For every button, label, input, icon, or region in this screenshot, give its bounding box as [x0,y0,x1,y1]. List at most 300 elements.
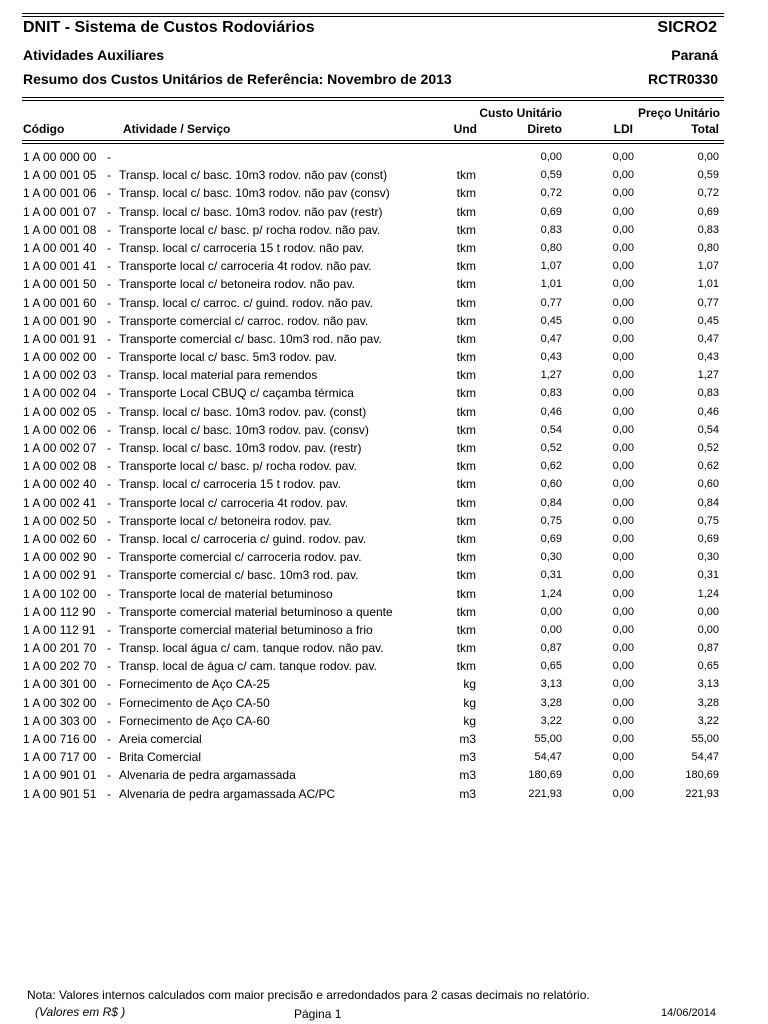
row-description: Transporte comercial c/ carroceria rodov. pav. [119,550,362,565]
row-separator: - [107,422,111,437]
row-total-price: 0,69 [697,532,719,545]
row-code: 1 A 00 000 00 [23,150,97,164]
row-code: 1 A 00 002 06 [23,422,97,437]
row-description: Fornecimento de Aço CA-50 [119,695,270,710]
row-direct-cost: 0,60 [540,478,562,491]
row-description: Transp. local de água c/ cam. tanque rodov. pav. [119,659,377,674]
row-separator: - [107,350,111,365]
row-code: 1 A 00 002 50 [23,513,97,528]
row-total-price: 55,00 [691,733,719,745]
table-row [0,256,768,274]
row-direct-cost: 0,30 [540,551,562,564]
row-separator: - [107,477,111,492]
row-total-price: 0,87 [697,642,719,655]
row-total-price: 180,69 [685,769,719,782]
row-code: 1 A 00 202 70 [23,659,97,674]
system-name: SICRO2 [657,19,717,36]
row-direct-cost: 0,45 [540,314,562,327]
top-rule-2 [22,16,724,17]
row-separator: - [107,331,111,346]
header-rule-2 [22,100,724,101]
row-unit: tkm [456,495,476,510]
row-ldi: 0,00 [612,460,634,473]
row-description: Transp. local c/ carroceria c/ guind. rodov. pav. [119,531,367,546]
row-separator: - [107,459,111,474]
row-ldi: 0,00 [612,296,634,309]
row-ldi: 0,00 [612,442,634,454]
row-unit: tkm [456,204,476,219]
row-ldi: 0,00 [612,605,634,618]
table-row [0,729,768,747]
row-direct-cost: 0,52 [540,442,562,454]
row-direct-cost: 3,22 [540,714,562,727]
row-description: Transporte Local CBUQ c/ caçamba térmica [119,386,354,401]
row-separator: - [107,695,111,710]
row-total-price: 0,62 [697,460,719,473]
row-direct-cost: 0,46 [540,405,562,418]
row-code: 1 A 00 001 91 [23,331,97,346]
row-code: 1 A 00 002 40 [23,477,97,492]
row-direct-cost: 0,43 [540,351,562,364]
row-total-price: 0,84 [697,496,719,509]
row-unit: tkm [456,422,476,437]
table-row [0,747,768,765]
row-separator: - [107,513,111,528]
table-row [0,511,768,529]
row-ldi: 0,00 [612,623,634,636]
row-unit: tkm [456,441,476,455]
row-direct-cost: 0,69 [540,532,562,545]
row-direct-cost: 0,47 [540,332,562,345]
row-code: 1 A 00 002 41 [23,495,97,510]
row-unit: tkm [456,604,476,619]
row-direct-cost: 0,62 [540,460,562,473]
row-total-price: 0,54 [697,423,719,436]
col-custo-unitario: Custo Unitário [479,106,562,120]
row-code: 1 A 00 302 00 [23,695,97,710]
row-code: 1 A 00 901 51 [23,786,97,801]
row-code: 1 A 00 201 70 [23,641,97,656]
page-subtitle: Atividades Auxiliares [23,47,165,63]
col-preco-unitario: Preço Unitário [637,106,720,120]
row-direct-cost: 0,75 [540,514,562,527]
row-total-price: 0,59 [697,169,719,182]
row-total-price: 0,43 [697,351,719,364]
table-row [0,620,768,638]
row-unit: m3 [459,750,476,765]
row-direct-cost: 0,65 [540,660,562,673]
row-total-price: 3,22 [697,714,719,727]
row-total-price: 0,30 [697,551,719,564]
row-description: Transporte local c/ basc. 5m3 rodov. pav. [119,350,337,365]
row-direct-cost: 0,00 [540,623,562,636]
row-description: Areia comercial [119,732,202,746]
row-separator: - [107,495,111,510]
row-unit: tkm [456,368,476,383]
row-code: 1 A 00 002 90 [23,550,97,565]
row-description: Transporte local c/ carroceria 4t rodov. pav. [119,495,349,510]
row-separator: - [107,750,111,765]
row-total-price: 0,00 [697,151,719,163]
row-ldi: 0,00 [612,714,634,727]
row-total-price: 0,60 [697,478,719,491]
row-unit: m3 [459,768,476,783]
row-total-price: 0,45 [697,314,719,327]
row-ldi: 0,00 [612,387,634,400]
table-row [0,711,768,729]
row-separator: - [107,568,111,583]
row-total-price: 0,00 [697,623,719,636]
table-row [0,347,768,365]
row-total-price: 0,83 [697,223,719,236]
row-ldi: 0,00 [612,569,634,582]
table-row [0,220,768,238]
row-description: Transp. local água c/ cam. tanque rodov. não pav. [119,641,384,656]
row-ldi: 0,00 [612,787,634,800]
row-ldi: 0,00 [612,696,634,709]
row-code: 1 A 00 001 06 [23,186,97,201]
row-separator: - [107,259,111,274]
row-unit: tkm [456,331,476,346]
row-direct-cost: 0,59 [540,169,562,182]
row-direct-cost: 0,00 [540,605,562,618]
row-code: 1 A 00 303 00 [23,713,97,728]
row-code: 1 A 00 001 90 [23,313,97,328]
row-description: Transp. local c/ basc. 10m3 rodov. pav. (const) [119,404,367,419]
footer-note: Nota: Valores internos calculados com maior precisão e arredondados para 2 casas decimais no relatório. [27,988,590,1002]
top-rule [22,13,724,14]
row-direct-cost: 3,13 [540,678,562,691]
row-separator: - [107,659,111,674]
row-ldi: 0,00 [612,769,634,782]
table-row [0,383,768,401]
row-direct-cost: 54,47 [534,751,562,764]
row-ldi: 0,00 [612,587,634,600]
row-ldi: 0,00 [612,223,634,236]
row-description: Transporte comercial c/ carroc. rodov. não pav. [119,313,369,328]
row-description: Transp. local c/ basc. 10m3 rodov. não pav (const) [119,168,388,183]
row-ldi: 0,00 [612,278,634,291]
row-separator: - [107,713,111,728]
row-unit: tkm [456,404,476,419]
row-description: Transporte comercial c/ basc. 10m3 rod. não pav. [119,331,382,346]
row-ldi: 0,00 [612,478,634,491]
report-title: Resumo dos Custos Unitários de Referência: Novembro de 2013 [23,71,452,87]
table-row [0,602,768,620]
row-separator: - [107,386,111,401]
table-row [0,656,768,674]
row-code: 1 A 00 002 91 [23,568,97,583]
row-unit: tkm [456,477,476,492]
row-separator: - [107,586,111,601]
row-ldi: 0,00 [612,551,634,564]
row-separator: - [107,622,111,637]
row-description: Transp. local material para remendos [119,368,318,383]
state-name: Paraná [671,47,718,63]
row-unit: tkm [456,622,476,637]
row-unit: tkm [456,659,476,674]
row-direct-cost: 1,01 [540,278,562,291]
row-direct-cost: 1,24 [540,587,562,600]
report-date: 14/06/2014 [660,1007,716,1019]
table-row [0,402,768,420]
table-row [0,147,768,165]
row-ldi: 0,00 [612,151,634,163]
row-direct-cost: 0,31 [540,569,562,582]
row-description: Transporte local c/ basc. p/ rocha rodov. pav. [119,459,357,474]
row-code: 1 A 00 717 00 [23,750,97,765]
table-row [0,311,768,329]
row-separator: - [107,677,111,692]
row-code: 1 A 00 001 05 [23,168,97,183]
table-row [0,238,768,256]
row-code: 1 A 00 112 90 [23,604,96,619]
row-direct-cost: 55,00 [534,733,562,745]
row-description: Brita Comercial [119,750,202,765]
row-unit: tkm [456,513,476,528]
row-ldi: 0,00 [612,733,634,745]
row-total-price: 0,65 [697,660,719,673]
row-total-price: 1,07 [697,260,719,273]
row-total-price: 0,72 [697,187,719,200]
row-total-price: 0,47 [697,332,719,345]
col-ldi: LDI [613,122,633,136]
page-number: Página 1 [294,1007,342,1021]
col-und: Und [453,122,477,136]
row-description: Transporte local c/ basc. p/ rocha rodov. não pav. [119,222,381,237]
row-code: 1 A 00 102 00 [23,586,97,601]
row-separator: - [107,204,111,219]
row-unit: tkm [456,222,476,237]
row-code: 1 A 00 002 60 [23,531,97,546]
row-total-price: 1,01 [697,278,719,291]
row-separator: - [107,277,111,292]
row-separator: - [107,368,111,383]
row-code: 1 A 00 002 00 [23,350,97,365]
row-code: 1 A 00 001 50 [23,277,97,292]
row-unit: tkm [456,295,476,310]
row-direct-cost: 0,87 [540,642,562,655]
row-ldi: 0,00 [612,332,634,345]
row-code: 1 A 00 901 01 [23,768,97,783]
table-row [0,493,768,511]
col-codigo: Código [23,122,65,136]
table-row [0,674,768,692]
table-row [0,293,768,311]
row-code: 1 A 00 001 07 [23,204,97,219]
row-total-price: 221,93 [685,787,719,800]
page-title: DNIT - Sistema de Custos Rodoviários [23,19,315,36]
table-row [0,438,768,456]
row-unit: tkm [456,531,476,546]
row-separator: - [107,313,111,328]
header-rule [22,97,724,98]
row-direct-cost: 1,27 [540,369,562,382]
table-row [0,529,768,547]
row-direct-cost: 0,83 [540,387,562,400]
row-direct-cost: 0,54 [540,423,562,436]
columns-rule [22,140,724,141]
row-unit: tkm [456,550,476,565]
row-description: Transporte local c/ betoneira rodov. não pav. [119,277,355,292]
row-ldi: 0,00 [612,369,634,382]
row-description: Transp. local c/ carroceria 15 t rodov. pav. [119,477,341,492]
row-code: 1 A 00 112 91 [23,622,96,637]
row-description: Transporte local c/ carroceria 4t rodov. não pav. [119,259,372,274]
row-unit: tkm [456,186,476,201]
table-row [0,784,768,802]
row-description: Transp. local c/ basc. 10m3 rodov. pav. (consv) [119,422,369,437]
row-code: 1 A 00 002 07 [23,441,97,455]
row-description: Fornecimento de Aço CA-60 [119,713,270,728]
table-row [0,329,768,347]
table-row [0,638,768,656]
row-ldi: 0,00 [612,660,634,673]
row-description: Transporte comercial material betuminoso a frio [119,622,373,637]
table-row [0,202,768,220]
row-unit: kg [463,677,476,692]
row-unit: tkm [456,168,476,183]
row-direct-cost: 3,28 [540,696,562,709]
row-description: Transporte comercial c/ basc. 10m3 rod. pav. [119,568,359,583]
row-description: Transporte local de material betuminoso [119,586,333,601]
row-separator: - [107,441,111,455]
row-total-price: 3,13 [697,678,719,691]
row-unit: kg [463,713,476,728]
row-separator: - [107,786,111,801]
table-row [0,456,768,474]
row-direct-cost: 180,69 [528,769,562,782]
row-separator: - [107,222,111,237]
row-separator: - [107,186,111,201]
currency-note: (Valores em R$ ) [35,1005,126,1019]
row-description: Transp. local c/ basc. 10m3 rodov. não pav (consv) [119,186,390,201]
row-separator: - [107,732,111,746]
table-row [0,693,768,711]
row-separator: - [107,168,111,183]
row-total-price: 0,77 [697,296,719,309]
col-direto: Direto [527,122,562,136]
table-row [0,274,768,292]
row-total-price: 1,24 [697,587,719,600]
row-ldi: 0,00 [612,642,634,655]
row-separator: - [107,404,111,419]
row-unit: tkm [456,259,476,274]
row-unit: tkm [456,586,476,601]
row-separator: - [107,295,111,310]
row-code: 1 A 00 002 05 [23,404,97,419]
row-ldi: 0,00 [612,678,634,691]
row-total-price: 0,52 [697,442,719,454]
row-separator: - [107,604,111,619]
row-code: 1 A 00 301 00 [23,677,97,692]
row-unit: tkm [456,459,476,474]
row-code: 1 A 00 716 00 [23,732,97,746]
row-direct-cost: 0,80 [540,241,562,254]
row-ldi: 0,00 [612,314,634,327]
row-direct-cost: 0,77 [540,296,562,309]
row-unit: tkm [456,277,476,292]
table-row [0,165,768,183]
table-row [0,474,768,492]
row-description: Transporte local c/ betoneira rodov. pav. [119,513,332,528]
row-description: Transp. local c/ carroc. c/ guind. rodov. não pav. [119,295,373,310]
row-ldi: 0,00 [612,241,634,254]
row-total-price: 1,27 [697,369,719,382]
row-ldi: 0,00 [612,423,634,436]
table-row [0,547,768,565]
row-ldi: 0,00 [612,205,634,218]
row-code: 1 A 00 001 60 [23,295,97,310]
row-ldi: 0,00 [612,169,634,182]
table-row [0,565,768,583]
row-separator: - [107,550,111,565]
row-description: Fornecimento de Aço CA-25 [119,677,270,692]
row-total-price: 0,31 [697,569,719,582]
columns-rule-2 [22,143,724,144]
row-direct-cost: 0,84 [540,496,562,509]
table-row [0,765,768,783]
row-unit: m3 [459,732,476,746]
row-direct-cost: 0,00 [540,151,562,163]
cost-table [0,147,768,802]
row-total-price: 0,46 [697,405,719,418]
row-unit: tkm [456,386,476,401]
row-ldi: 0,00 [612,496,634,509]
col-total: Total [691,122,719,136]
row-description: Transporte comercial material betuminoso a quente [119,604,393,619]
row-ldi: 0,00 [612,751,634,764]
row-direct-cost: 221,93 [528,787,562,800]
row-total-price: 0,00 [697,605,719,618]
row-ldi: 0,00 [612,351,634,364]
row-code: 1 A 00 001 41 [23,259,97,274]
row-separator: - [107,531,111,546]
row-total-price: 0,69 [697,205,719,218]
row-ldi: 0,00 [612,405,634,418]
row-description: Transp. local c/ basc. 10m3 rodov. não pav (restr) [119,204,383,219]
row-unit: tkm [456,568,476,583]
row-separator: - [107,641,111,656]
row-separator: - [107,150,111,164]
row-description: Alvenaria de pedra argamassada AC/PC [119,786,336,801]
row-description: Alvenaria de pedra argamassada [119,768,296,783]
row-description: Transp. local c/ carroceria 15 t rodov. não pav. [119,240,365,255]
row-total-price: 54,47 [691,751,719,764]
row-unit: m3 [459,786,476,801]
col-atividade: Atividade / Serviço [123,122,231,136]
row-ldi: 0,00 [612,260,634,273]
row-ldi: 0,00 [612,514,634,527]
row-unit: tkm [456,641,476,656]
table-row [0,420,768,438]
row-separator: - [107,240,111,255]
row-direct-cost: 0,83 [540,223,562,236]
row-description: Transp. local c/ basc. 10m3 rodov. pav. (restr) [119,441,362,455]
row-code: 1 A 00 002 04 [23,386,97,401]
row-direct-cost: 0,72 [540,187,562,200]
row-ldi: 0,00 [612,187,634,200]
row-total-price: 0,75 [697,514,719,527]
row-unit: tkm [456,313,476,328]
report-code: RCTR0330 [647,71,718,87]
row-direct-cost: 1,07 [540,260,562,273]
row-code: 1 A 00 002 08 [23,459,97,474]
row-code: 1 A 00 002 03 [23,368,97,383]
row-ldi: 0,00 [612,532,634,545]
row-direct-cost: 0,69 [540,205,562,218]
table-row [0,365,768,383]
